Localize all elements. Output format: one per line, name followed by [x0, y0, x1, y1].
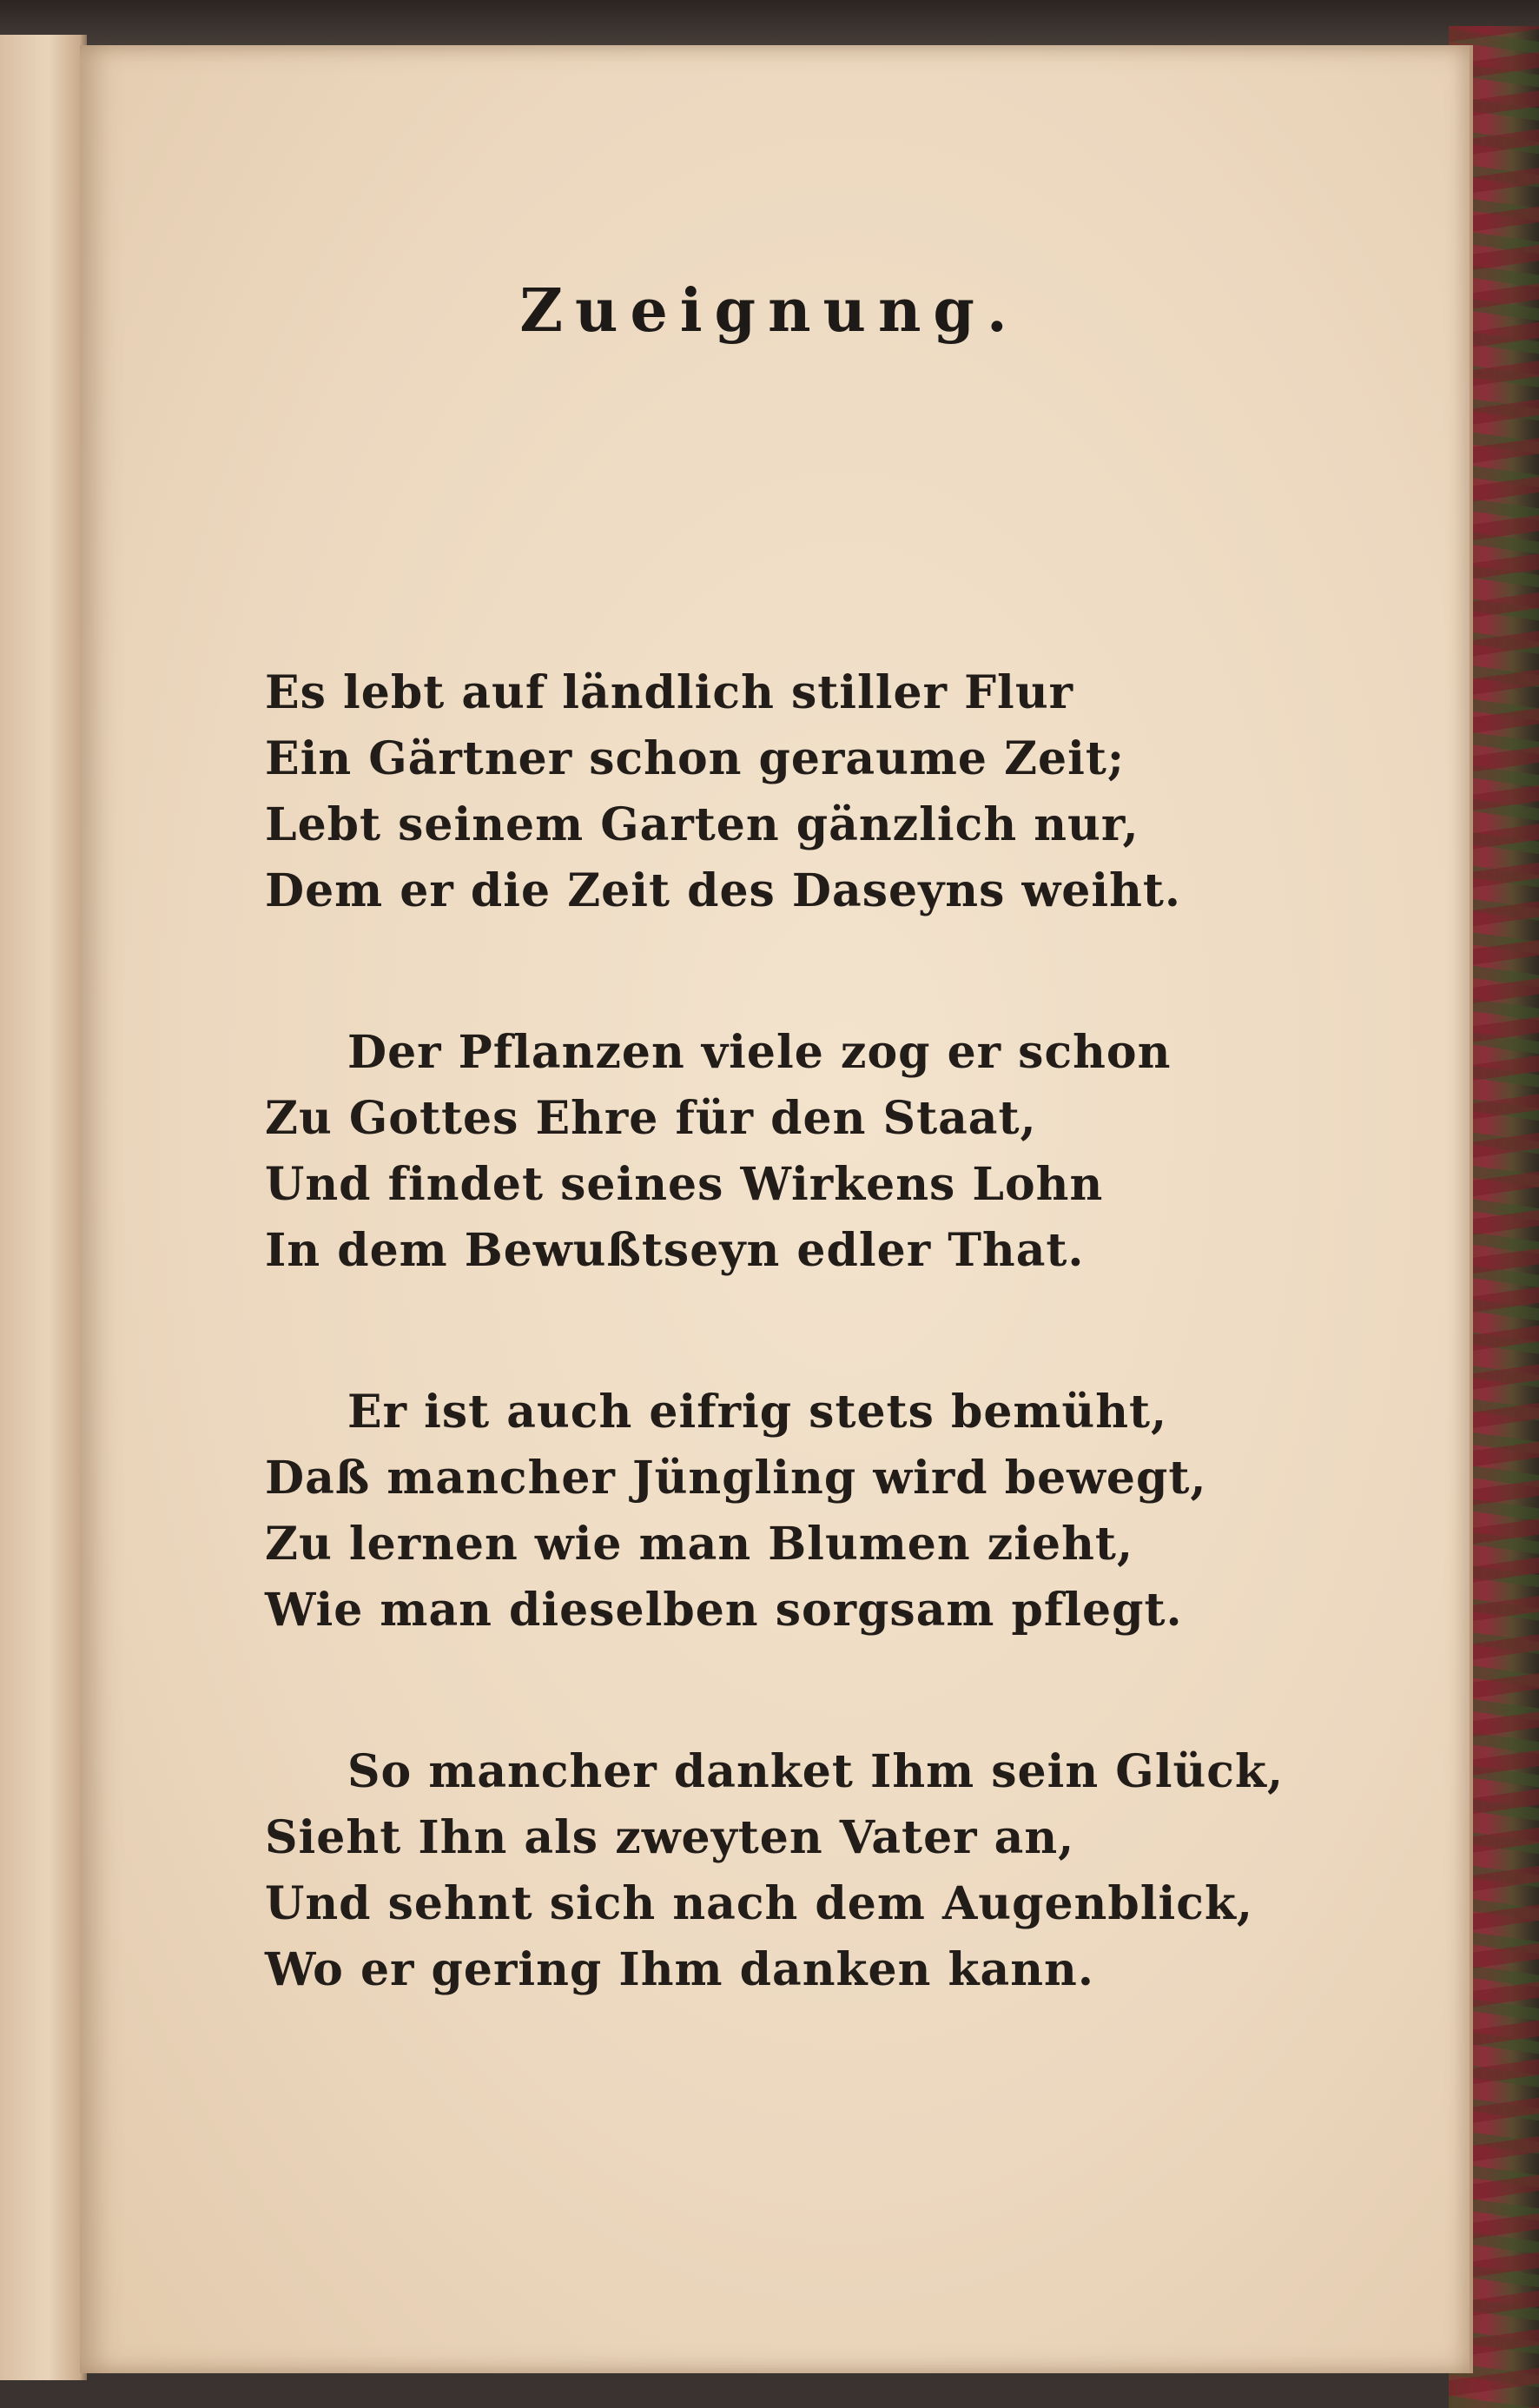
stanza-3	[265, 1379, 1307, 1644]
poem-line: Ein Gärtner schon geraume Zeit;	[265, 732, 1126, 785]
stanza-4	[265, 1739, 1307, 2003]
poem-line: Der Pflanzen viele zog er schon	[347, 1026, 1172, 1079]
poem-line: Dem er die Zeit des Daseyns weiht.	[265, 864, 1182, 917]
poem-line: Und findet seines Wirkens Lohn	[265, 1158, 1104, 1211]
poem-line: Lebt seinem Garten gänzlich nur,	[265, 798, 1139, 851]
poem-line: Zu lernen wie man Blumen zieht,	[265, 1518, 1134, 1571]
poem-line: Zu Gottes Ehre für den Staat,	[265, 1092, 1037, 1145]
poem-line: Wie man dieselben sorgsam pflegt.	[265, 1584, 1183, 1637]
poem-line: In dem Bewußtseyn edler That.	[265, 1224, 1085, 1277]
poem-line: Wo er gering Ihm danken kann.	[265, 1943, 1094, 1996]
poem-line: So mancher danket Ihm sein Glück,	[347, 1745, 1285, 1798]
poem-line: Er ist auch eifrig stets bemüht,	[347, 1386, 1168, 1439]
poem	[265, 660, 1307, 2099]
poem-line: Daß mancher Jüngling wird bewegt,	[265, 1452, 1207, 1505]
poem-line: Und sehnt sich nach dem Augenblick,	[265, 1877, 1254, 1930]
stanza-1	[265, 660, 1307, 924]
facing-page-edge	[0, 35, 87, 2380]
stanza-2	[265, 1020, 1307, 1284]
page-title: Zueignung.	[519, 276, 1020, 346]
poem-line: Sieht Ihn als zweyten Vater an,	[265, 1811, 1075, 1864]
scanner-background	[0, 0, 1539, 52]
poem-line: Es lebt auf ländlich stiller Flur	[265, 666, 1074, 719]
